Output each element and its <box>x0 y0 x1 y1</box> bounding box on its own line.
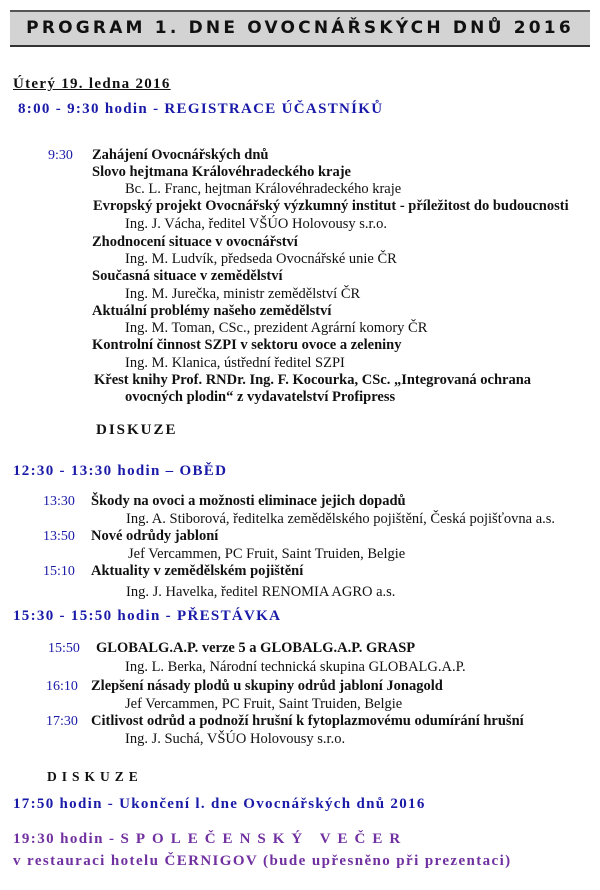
agenda-topic: Citlivost odrůd a podnoží hrušní k fytoplazmovému odumírání hrušní <box>91 713 524 729</box>
agenda-speaker: Ing. M. Toman, CSc., prezident Agrární komory ČR <box>125 320 428 336</box>
agenda-topic: Slovo hejtmana Královéhradeckého kraje <box>92 164 351 180</box>
session-time: 15:50 <box>48 641 80 656</box>
evening-title: SPOLEČENSKÝ VEČER <box>120 831 408 847</box>
event-date: Úterý 19. ledna 2016 <box>13 76 171 92</box>
agenda-speaker: Jef Vercammen, PC Fruit, Saint Truiden, Belgie <box>128 546 406 562</box>
agenda-topic: Zhodnocení situace v ovocnářství <box>92 234 298 250</box>
agenda-topic: Aktuální problémy našeho zemědělství <box>92 303 332 319</box>
agenda-topic: Křest knihy Prof. RNDr. Ing. F. Kocourka, CSc. „Integrovaná ochrana <box>94 372 532 388</box>
agenda-topic: Nové odrůdy jabloní <box>91 528 219 544</box>
agenda-topic: Zahájení Ovocnářských dnů <box>92 147 269 163</box>
session-time: 13:50 <box>43 529 75 544</box>
session-time: 9:30 <box>48 148 73 163</box>
agenda-topic: Aktuality v zemědělském pojištění <box>91 563 304 579</box>
agenda-topic: Škody na ovoci a možnosti eliminace jejich dopadů <box>91 493 406 509</box>
agenda-topic-continued: ovocných plodin“ z vydavatelství Profipress <box>125 389 396 405</box>
session-time: 16:10 <box>46 679 78 694</box>
agenda-speaker: Ing. M. Ludvík, předseda Ovocnářské unie ČR <box>125 251 397 267</box>
session-time: 13:30 <box>43 494 75 509</box>
closing-heading: 17:50 hodin - Ukončení l. dne Ovocnářských dnů 2016 <box>13 796 426 812</box>
discussion-label: DISKUZE <box>96 422 178 438</box>
agenda-speaker: Ing. M. Jurečka, ministr zemědělství ČR <box>125 286 361 302</box>
session-time: 15:10 <box>43 564 75 579</box>
agenda-speaker: Ing. A. Stiborová, ředitelka zemědělského pojištění, Česká pojišťovna a.s. <box>126 511 556 527</box>
title-banner <box>10 10 590 47</box>
lunch-heading: 12:30 - 13:30 hodin – OBĚD <box>13 463 228 479</box>
agenda-topic: GLOBALG.A.P. verze 5 a GLOBALG.A.P. GRASP <box>96 640 416 656</box>
session-time: 17:30 <box>46 714 78 729</box>
agenda-topic: Kontrolní činnost SZPI v sektoru ovoce a zeleniny <box>92 337 402 353</box>
agenda-topic: Zlepšení násady plodů u skupiny odrůd jabloní Jonagold <box>91 678 443 694</box>
discussion-label: DISKUZE <box>47 769 143 784</box>
agenda-speaker: Ing. J. Suchá, VŠÚO Holovousy s.r.o. <box>125 731 346 747</box>
agenda-speaker: Ing. J. Havelka, ředitel RENOMIA AGRO a.s. <box>126 584 396 600</box>
registration-heading: 8:00 - 9:30 hodin - REGISTRACE ÚČASTNÍKŮ <box>18 101 384 117</box>
agenda-speaker: Jef Vercammen, PC Fruit, Saint Truiden, Belgie <box>125 696 403 712</box>
agenda-speaker: Ing. J. Vácha, ředitel VŠÚO Holovousy s.r.o. <box>125 216 388 232</box>
evening-time: 19:30 hodin - <box>13 831 121 847</box>
break-heading: 15:30 - 15:50 hodin - PŘESTÁVKA <box>13 608 282 624</box>
evening-venue: v restauraci hotelu ČERNIGOV (bude upřesněno při prezentaci) <box>13 853 512 869</box>
agenda-topic: Evropský projekt Ovocnářský výzkumný institut - příležitost do budoucnosti <box>93 198 569 214</box>
agenda-speaker: Bc. L. Franc, hejtman Královéhradeckého kraje <box>125 181 402 197</box>
evening-heading <box>13 831 407 848</box>
agenda-speaker: Ing. M. Klanica, ústřední ředitel SZPI <box>125 355 345 371</box>
agenda-topic: Současná situace v zemědělství <box>92 268 283 284</box>
agenda-speaker: Ing. L. Berka, Národní technická skupina GLOBALG.A.P. <box>125 659 466 675</box>
page-title: PROGRAM 1. DNE OVOCNÁŘSKÝCH DNŮ 2016 <box>26 18 574 38</box>
